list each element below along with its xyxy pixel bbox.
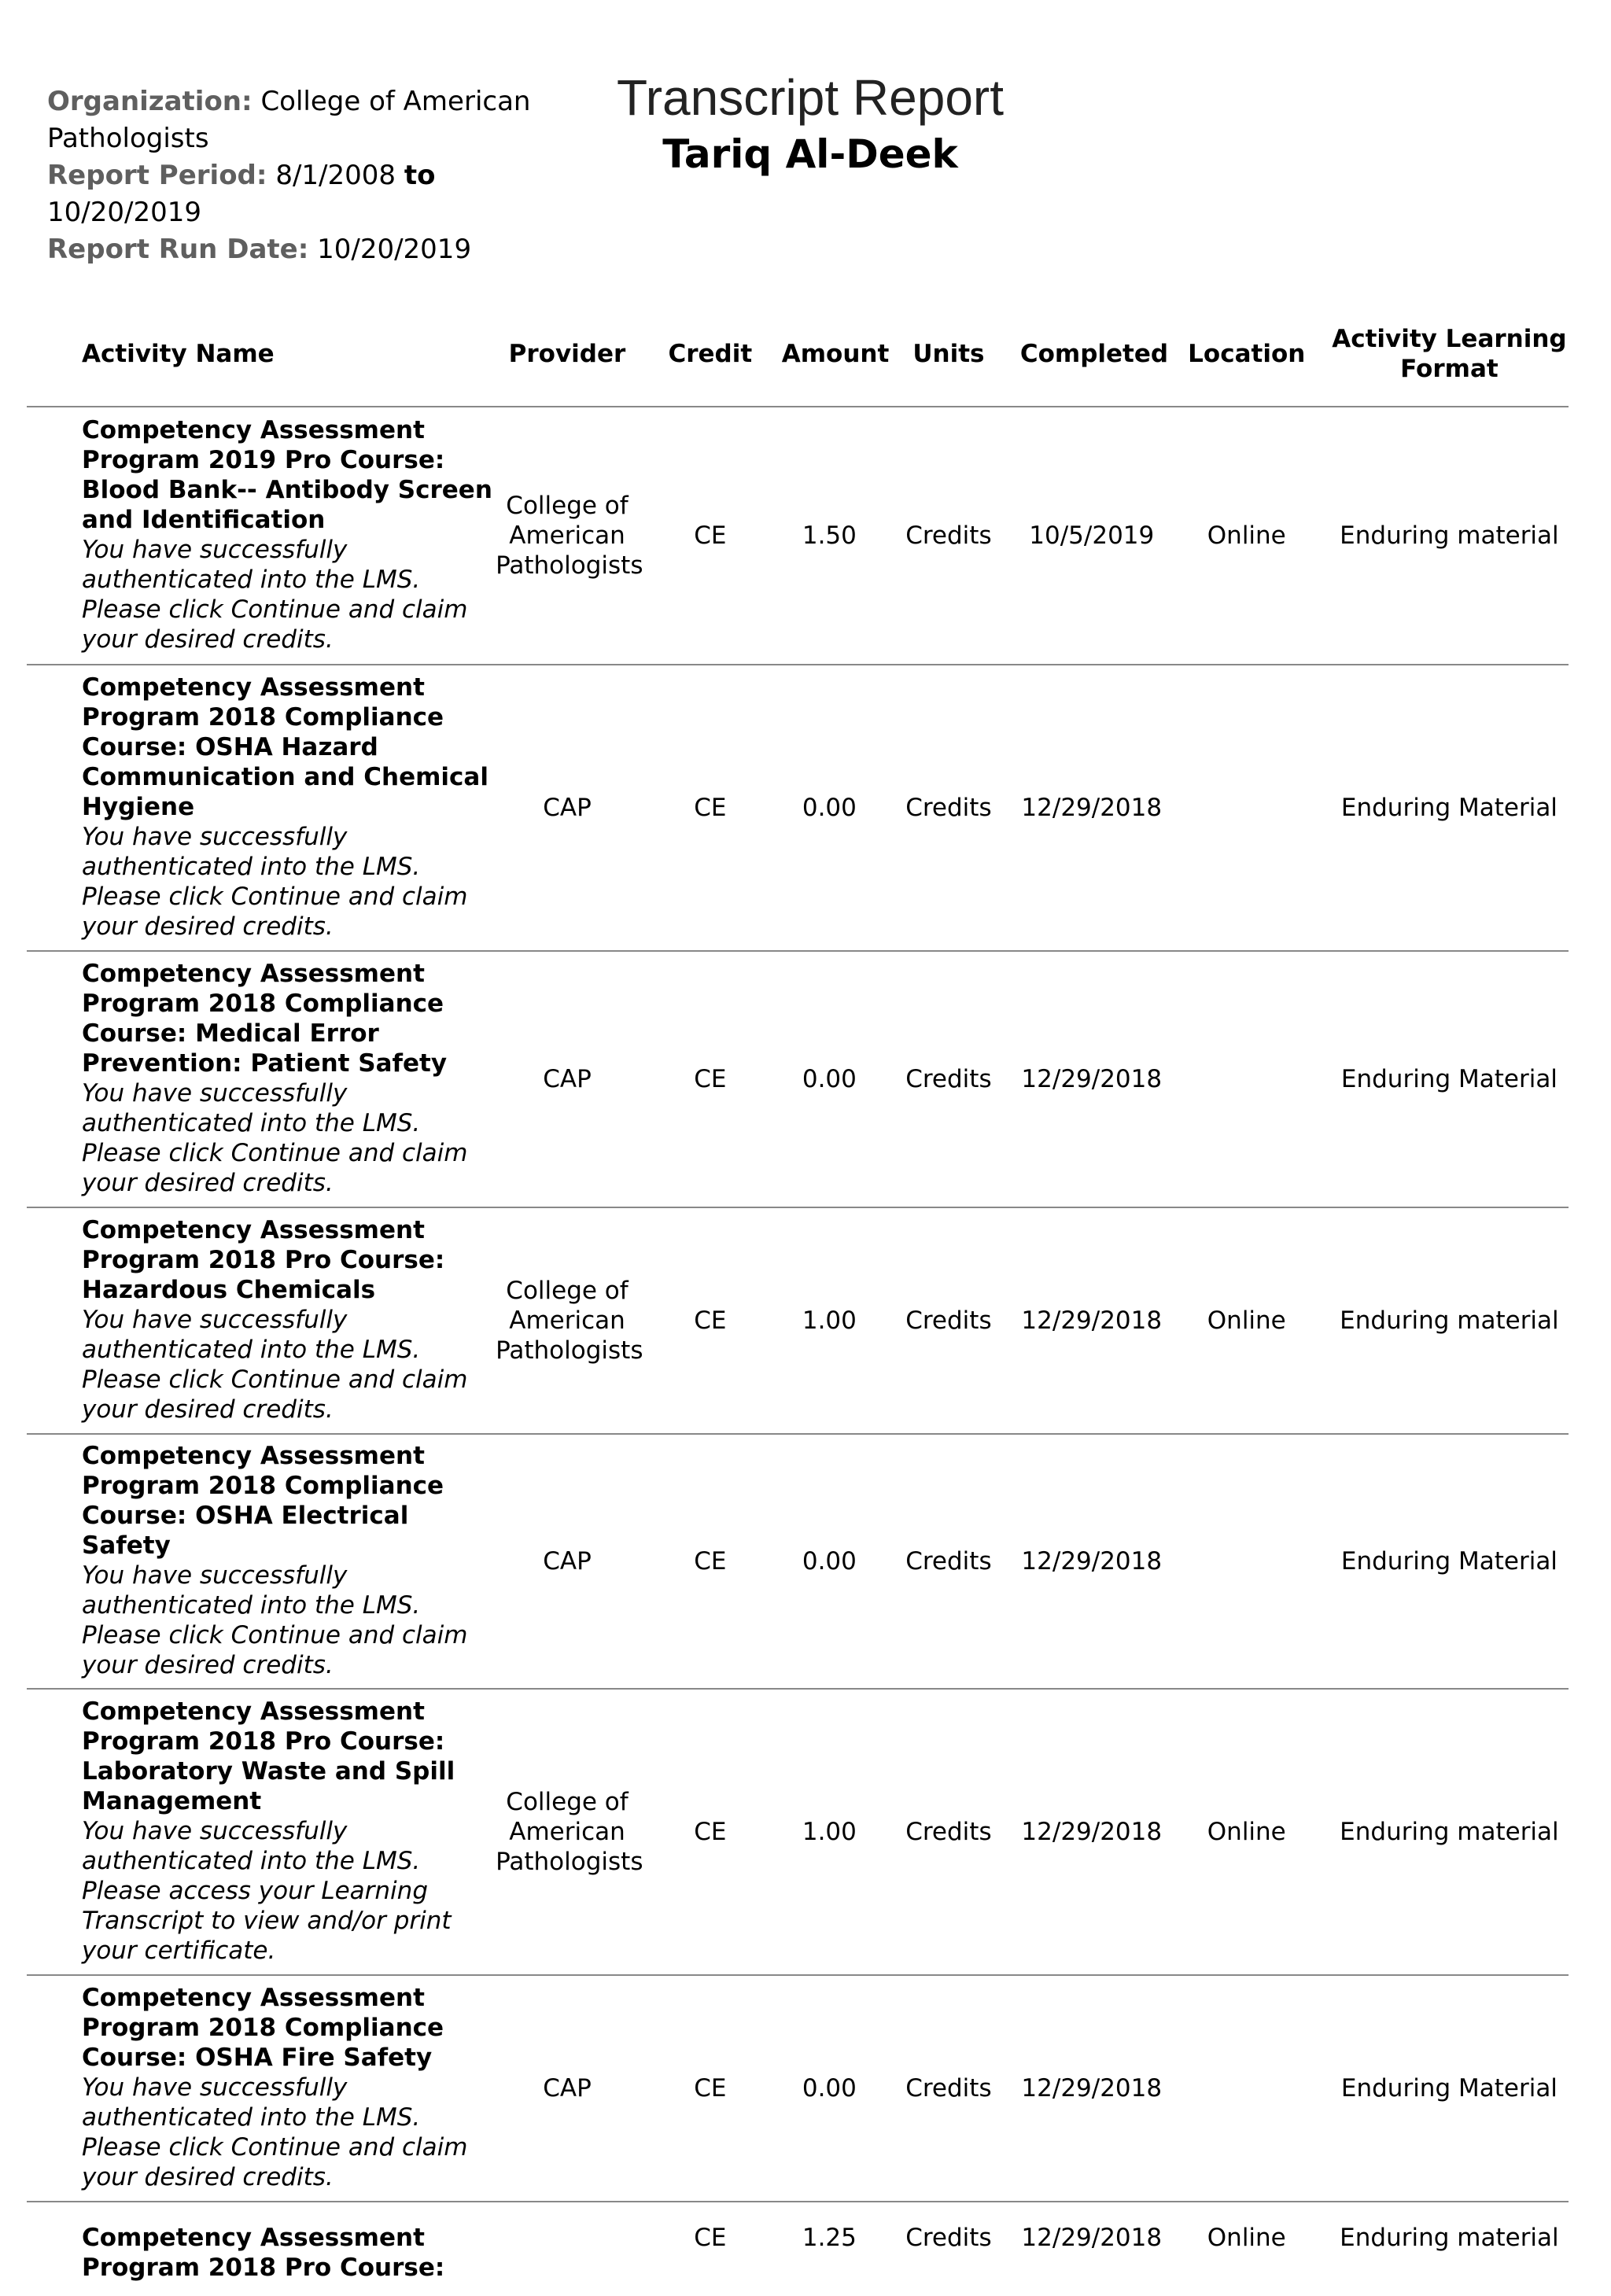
run-date-label: Report Run Date:: [47, 234, 309, 265]
transcript-table: [27, 302, 1569, 2296]
activity-cell: [27, 1689, 496, 1975]
format-cell: Enduring Material: [1330, 665, 1569, 951]
completed-cell: 12/29/2018: [1021, 2224, 1163, 2252]
col-location: Location: [1163, 302, 1330, 407]
units-cell: Credits: [905, 2224, 992, 2252]
col-amount: Amount: [782, 302, 877, 407]
activity-cell: [27, 951, 496, 1207]
table-row: [27, 1207, 1569, 1434]
amount-cell: 0.00: [782, 1434, 877, 1689]
format-cell: Enduring material: [1330, 1689, 1569, 1975]
format-cell: Enduring Material: [1330, 1975, 1569, 2202]
units-cell: Credits: [877, 1689, 1020, 1975]
activity-cell: [27, 2202, 496, 2296]
credit-cell: CE: [639, 1207, 782, 1434]
provider-cell: College of American Pathologists: [496, 1689, 639, 1975]
location-cell: Online: [1163, 1689, 1330, 1975]
units-cell: Credits: [877, 951, 1020, 1207]
organization-line: [47, 83, 598, 157]
provider-cell: CAP: [496, 951, 639, 1207]
table-row: [27, 1434, 1569, 1689]
units-cell: Credits: [877, 1434, 1020, 1689]
completed-cell: 12/29/2018: [1020, 1689, 1163, 1975]
amount-cell: 1.25: [802, 2224, 857, 2252]
activity-description: You have successfully authenticated into the LMS. Please access your Learning Transcript to view and/or print your certificate.: [82, 1817, 452, 1965]
run-date-value: 10/20/2019: [317, 234, 472, 265]
location-cell: [1163, 1975, 1330, 2202]
completed-cell: 12/29/2018: [1020, 951, 1163, 1207]
table-row: [27, 407, 1569, 665]
col-provider: Provider: [496, 302, 639, 407]
table-row: [27, 2202, 1569, 2296]
activity-title: Competency Assessment Program 2019 Pro Course: Blood Bank-- Antibody Screen and Identification: [82, 416, 492, 534]
provider-cell: CAP: [496, 665, 639, 951]
table-row: [27, 1975, 1569, 2202]
units-cell: Credits: [877, 1207, 1020, 1434]
report-period-start: 8/1/2008: [275, 160, 396, 191]
col-learning-format: Activity Learning Format: [1330, 302, 1569, 407]
provider-cell: [496, 2202, 639, 2296]
format-cell: Enduring Material: [1330, 1434, 1569, 1689]
report-period-end: 10/20/2019: [47, 197, 201, 228]
amount-cell: 0.00: [782, 1975, 877, 2202]
table-row: [27, 665, 1569, 951]
activity-cell: [27, 1975, 496, 2202]
amount-cell: 0.00: [782, 951, 877, 1207]
completed-cell: 12/29/2018: [1020, 1975, 1163, 2202]
activity-description: You have successfully authenticated into the LMS. Please click Continue and claim your desired credits.: [82, 536, 468, 654]
report-title: Transcript Report: [617, 69, 1004, 126]
activity-cell: [27, 407, 496, 665]
units-cell: Credits: [877, 407, 1020, 665]
activity-title: Competency Assessment Program 2018 Compliance Course: OSHA Electrical Safety: [82, 1442, 444, 1560]
activity-title: Competency Assessment Program 2018 Pro Course: Hazardous Chemicals: [82, 1216, 445, 1304]
format-cell: Enduring material: [1330, 407, 1569, 665]
provider-cell: CAP: [496, 1434, 639, 1689]
credit-cell: CE: [694, 2224, 727, 2252]
activity-description: You have successfully authenticated into the LMS. Please click Continue and claim your desired credits.: [82, 823, 468, 941]
report-period-to: to: [404, 160, 436, 191]
provider-cell: College of American Pathologists: [496, 407, 639, 665]
activity-cell: [27, 1207, 496, 1434]
location-cell: Online: [1163, 1207, 1330, 1434]
amount-cell: 1.00: [782, 1689, 877, 1975]
units-cell: Credits: [877, 1975, 1020, 2202]
location-cell: [1163, 665, 1330, 951]
completed-cell: 12/29/2018: [1020, 1434, 1163, 1689]
activity-cell: [27, 1434, 496, 1689]
location-cell: Online: [1163, 407, 1330, 665]
organization-value: College of American Pathologists: [47, 86, 531, 154]
activity-title: Competency Assessment Program 2018 Compliance Course: Medical Error Prevention: Patient Safety: [82, 960, 448, 1078]
activity-title: Competency Assessment Program 2018 Pro Course: Laboratory Waste and Spill Management: [82, 1697, 455, 1815]
completed-cell: 12/29/2018: [1020, 665, 1163, 951]
activity-description: You have successfully authenticated into the LMS. Please click Continue and claim your desired credits.: [82, 1306, 468, 1424]
activity-description: You have successfully authenticated into the LMS. Please click Continue and claim your desired credits.: [82, 2073, 468, 2191]
amount-cell: 0.00: [782, 665, 877, 951]
report-period-label: Report Period:: [47, 160, 267, 191]
provider-cell: CAP: [496, 1975, 639, 2202]
report-period-line: [47, 157, 598, 231]
activity-description: You have successfully authenticated into the LMS. Please click Continue and claim your desired credits.: [82, 1561, 468, 1679]
activity-title: Competency Assessment Program 2018 Compliance Course: OSHA Hazard Communication and Chemical Hygiene: [82, 673, 488, 821]
report-meta: [47, 83, 598, 268]
activity-description: You have successfully authenticated into the LMS. Please click Continue and claim your desired credits.: [82, 1079, 468, 1197]
credit-cell: CE: [639, 407, 782, 665]
table-row: [27, 951, 1569, 1207]
credit-cell: CE: [639, 951, 782, 1207]
format-cell: Enduring material: [1340, 2224, 1559, 2252]
activity-cell: [27, 665, 496, 951]
table-header-row: [27, 302, 1569, 407]
location-cell: [1163, 1434, 1330, 1689]
completed-cell: 12/29/2018: [1020, 1207, 1163, 1434]
organization-label: Organization:: [47, 86, 253, 117]
units-cell: Credits: [877, 665, 1020, 951]
location-cell: Online: [1207, 2224, 1286, 2252]
activity-title: Competency Assessment Program 2018 Pro Course:: [82, 2224, 445, 2282]
table-row: [27, 1689, 1569, 1975]
col-credit: Credit: [639, 302, 782, 407]
col-activity-name: Activity Name: [27, 302, 496, 407]
credit-cell: CE: [639, 665, 782, 951]
amount-cell: 1.00: [782, 1207, 877, 1434]
provider-cell: College of American Pathologists: [496, 1207, 639, 1434]
location-cell: [1163, 951, 1330, 1207]
completed-cell: 10/5/2019: [1020, 407, 1163, 665]
activity-title: Competency Assessment Program 2018 Compliance Course: OSHA Fire Safety: [82, 1984, 444, 2072]
col-completed: Completed: [1020, 302, 1163, 407]
credit-cell: CE: [639, 1975, 782, 2202]
run-date-line: [47, 231, 598, 268]
credit-cell: CE: [639, 1434, 782, 1689]
credit-cell: CE: [639, 1689, 782, 1975]
learner-name: Tariq Al-Deek: [662, 131, 958, 177]
format-cell: Enduring material: [1330, 1207, 1569, 1434]
format-cell: Enduring Material: [1330, 951, 1569, 1207]
amount-cell: 1.50: [782, 407, 877, 665]
col-units: Units: [877, 302, 1020, 407]
